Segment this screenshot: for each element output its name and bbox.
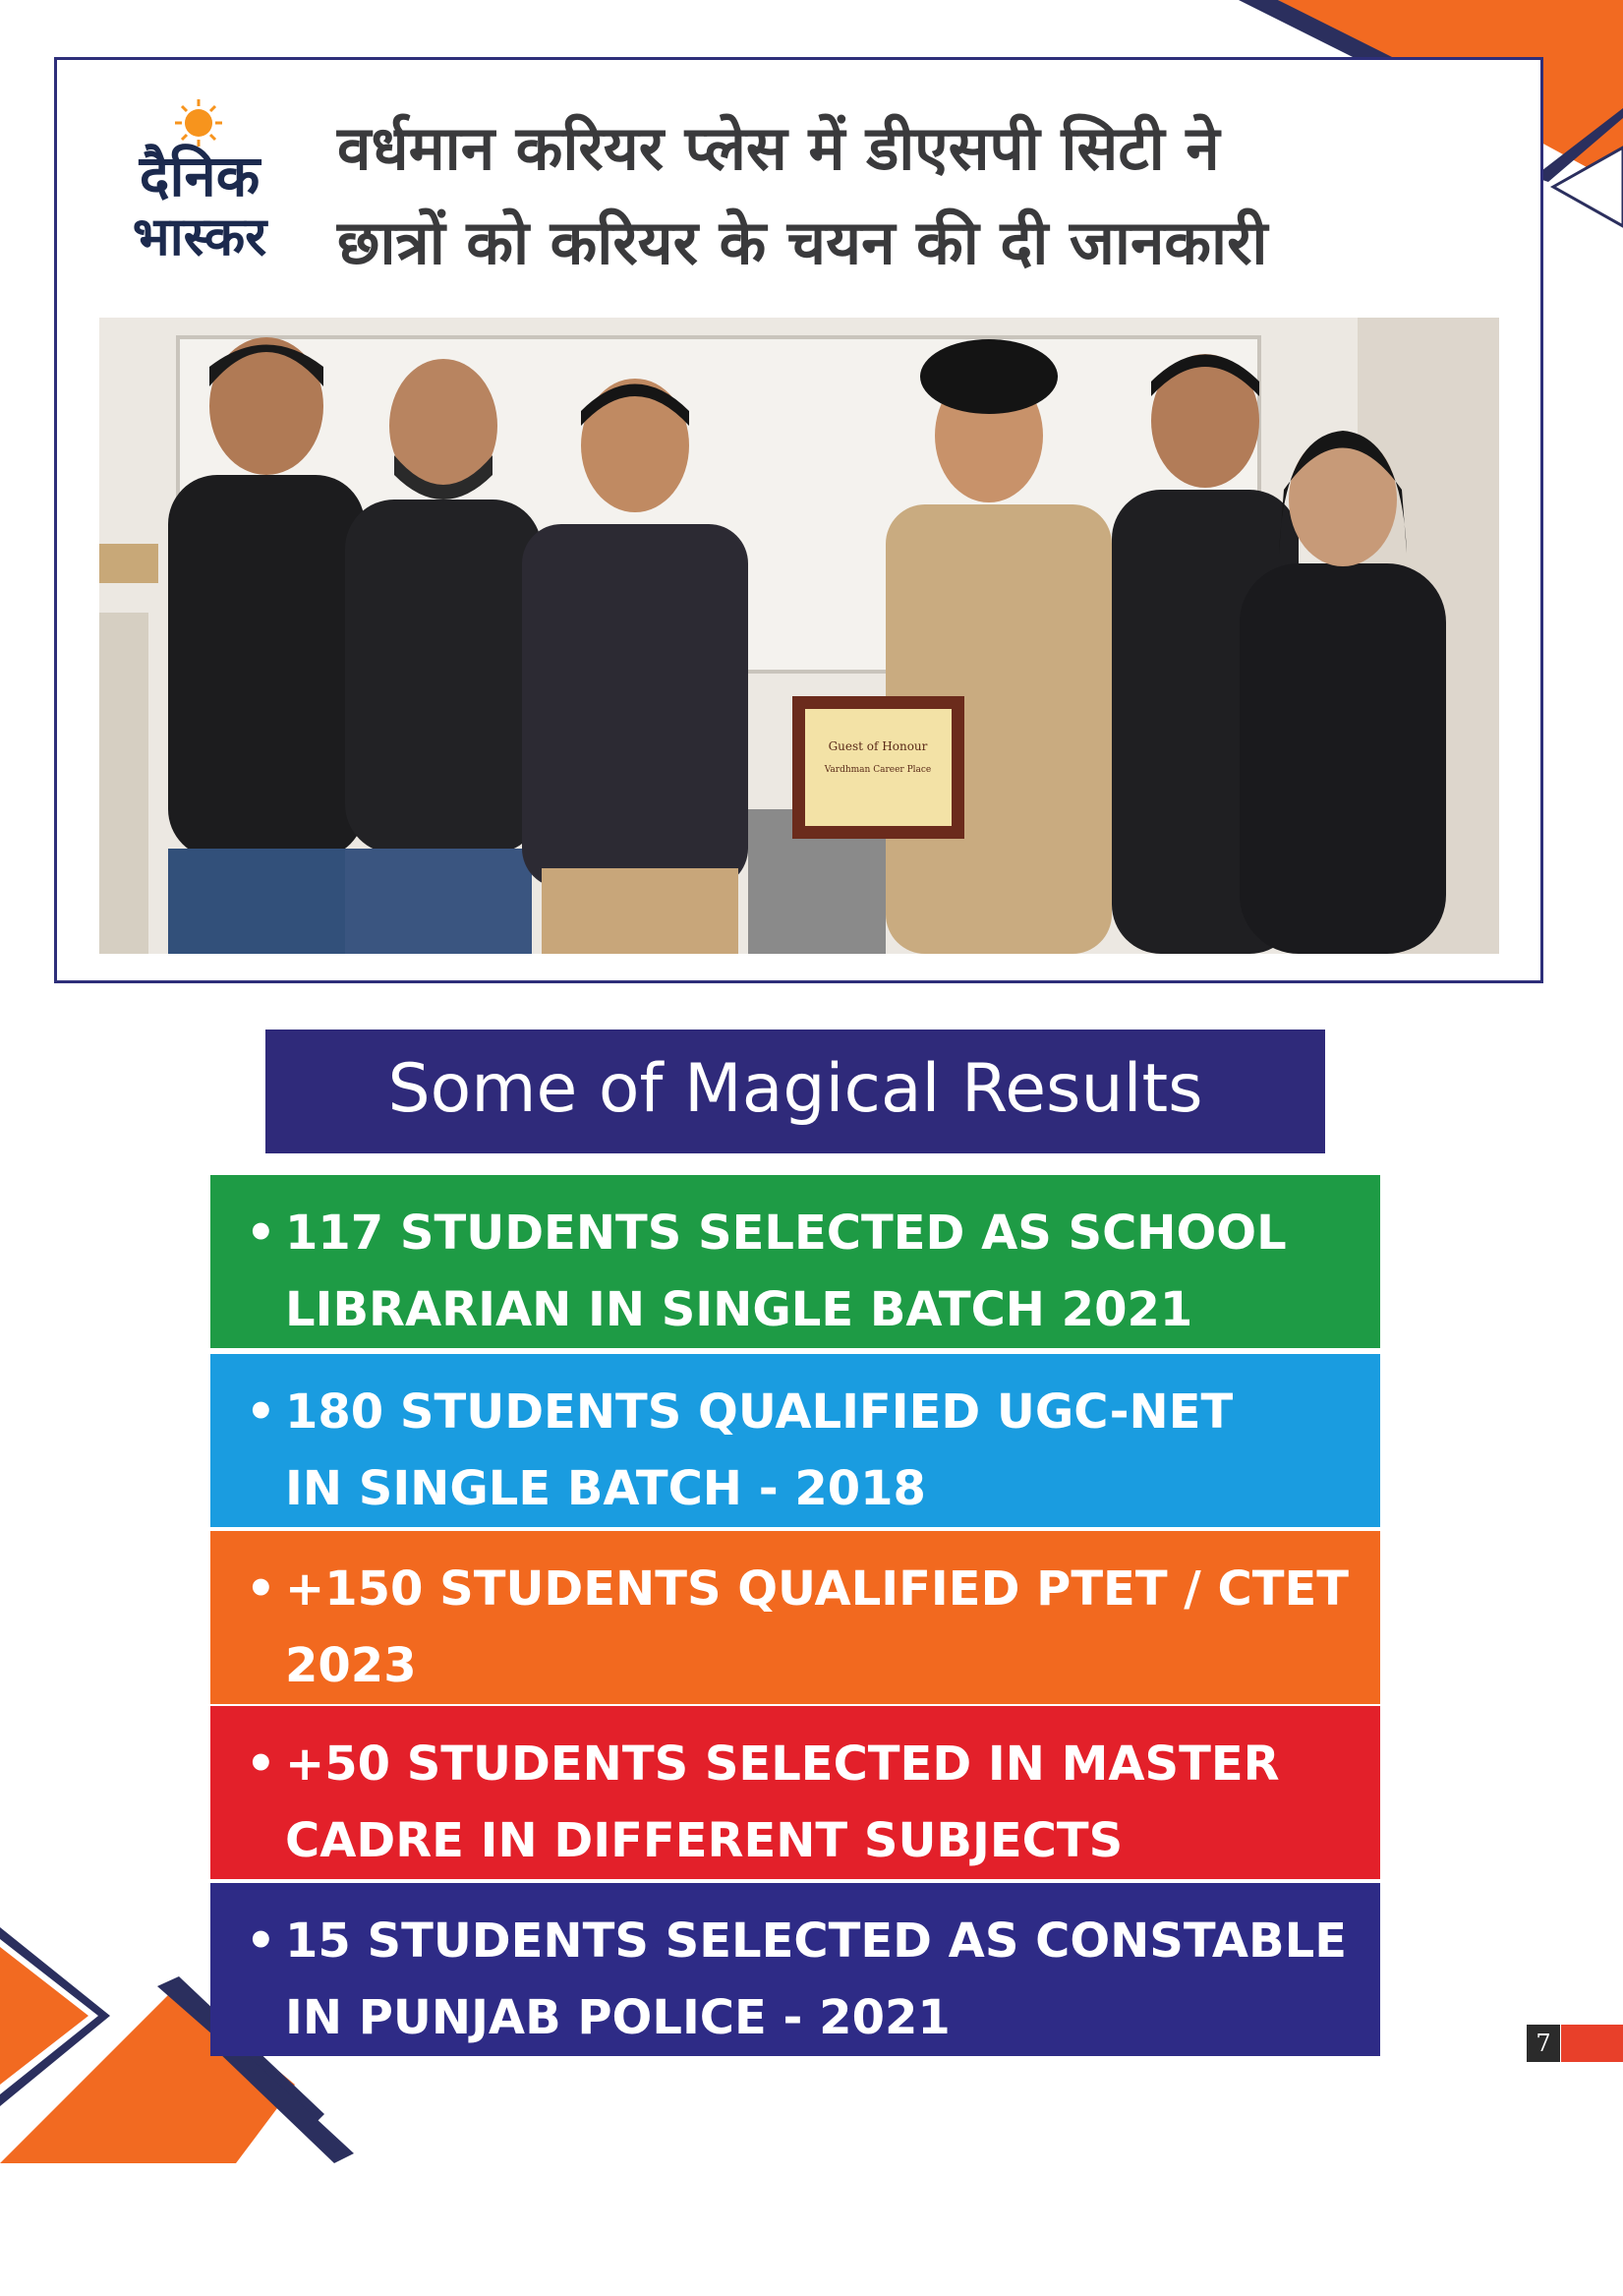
result-item-5: [210, 1883, 1380, 2056]
news-clipping: [54, 57, 1543, 983]
news-headline: [337, 101, 1517, 290]
results-title: Some of Magical Results: [265, 1030, 1325, 1153]
plaque-line-1: Guest of Honour: [828, 739, 928, 753]
logo-text-bhaskar: भास्कर: [132, 206, 267, 267]
result-line-2: 2023: [285, 1638, 417, 1693]
result-line-2: IN PUNJAB POLICE - 2021: [285, 1990, 951, 2045]
bullet-icon: •: [246, 1561, 276, 1617]
result-line-1: 180 STUDENTS QUALIFIED UGC-NET: [285, 1384, 1234, 1440]
result-line-2: CADRE IN DIFFERENT SUBJECTS: [285, 1813, 1124, 1868]
bullet-icon: •: [246, 1206, 276, 1261]
headline-line-1: वर्धमान करियर प्लेस में डीएसपी सिटी ने: [337, 112, 1220, 184]
bullet-icon: •: [246, 1384, 276, 1440]
headline-line-2: छात्रों को करियर के चयन की दी जानकारी: [337, 206, 1268, 278]
news-photo: [99, 318, 1499, 954]
page-number: 7: [1527, 2025, 1560, 2062]
logo-text-dainik: दैनिक: [139, 143, 261, 209]
result-item-3: [210, 1531, 1380, 1704]
plaque-line-2: Vardhman Career Place: [824, 765, 932, 775]
result-line-1: +50 STUDENTS SELECTED IN MASTER: [285, 1737, 1280, 1792]
result-line-1: +150 STUDENTS QUALIFIED PTET / CTET: [285, 1561, 1350, 1617]
bullet-icon: •: [246, 1913, 276, 1969]
award-plaque: [792, 696, 964, 839]
result-line-2: IN SINGLE BATCH - 2018: [285, 1461, 926, 1516]
page-number-accent-bar: [1561, 2025, 1623, 2062]
bullet-icon: •: [246, 1737, 276, 1792]
result-line-2: LIBRARIAN IN SINGLE BATCH 2021: [285, 1282, 1193, 1337]
sun-icon: [173, 97, 224, 148]
result-line-1: 117 STUDENTS SELECTED AS SCHOOL: [285, 1206, 1287, 1261]
result-item-2: [210, 1354, 1380, 1527]
result-item-1: [210, 1175, 1380, 1348]
dainik-bhaskar-logo: [96, 97, 303, 279]
result-item-4: [210, 1706, 1380, 1879]
result-line-1: 15 STUDENTS SELECTED AS CONSTABLE: [285, 1913, 1347, 1969]
